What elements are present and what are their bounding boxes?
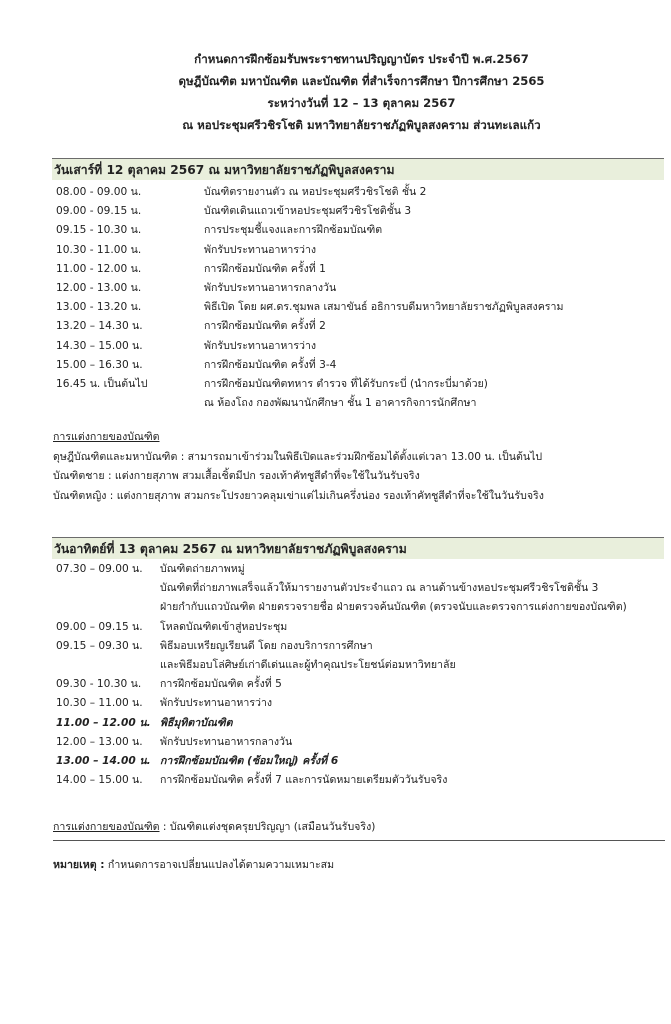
schedule-row [56,183,664,202]
row-time: 13.20 – 14.30 น. [56,320,143,333]
schedule-row-highlight [56,714,664,733]
row-activity: โหลดบัณฑิตเข้าสู่หอประชุม [160,620,288,633]
schedule-row [56,337,664,356]
row-activity: พักรับประทานอาหารว่าง [204,243,317,256]
row-activity: พิธีมอบเหรียญเรียนดี โดย กองบริการการศึกษา [160,639,373,652]
row-time: 13.00 - 13.20 น. [56,301,142,314]
schedule-row [56,618,664,637]
row-time: 16.45 น. เป็นต้นไป [56,377,148,390]
schedule-row [56,579,664,598]
schedule-row [56,241,664,260]
row-activity: การฝึกซ้อมบัณฑิต (ซ้อมใหญ่) ครั้งที่ 6 [160,754,339,767]
row-time: 09.00 - 09.15 น. [56,205,142,218]
row-activity: พักรับประทานอาหารว่าง [160,697,273,710]
row-activity: บัณฑิตเดินแถวเข้าหอประชุมศรีวชิรโชติชั้น 3 [204,205,412,218]
row-time: 09.15 - 10.30 น. [56,224,142,237]
row-time: 09.00 – 09.15 น. [56,620,143,633]
row-time: 08.00 - 09.00 น. [56,186,142,198]
row-activity: พิธีเปิด โดย ผศ.ดร.ชุมพล เสมาขันธ์ อธิการบดีมหาวิทยาลัยราชภัฏพิบูลสงคราม [204,301,564,314]
row-time: 09.15 – 09.30 น. [56,639,143,652]
schedule-row [56,279,664,298]
remark [53,856,334,873]
schedule-row [56,675,664,694]
schedule-row [56,375,664,394]
row-activity: บัณฑิตถ่ายภาพหมู่ [160,563,245,575]
schedule-row [56,317,664,336]
row-activity: ณ ห้องโถง กองพัฒนานักศึกษา ชั้น 1 อาคารกิจการนักศึกษา [204,397,477,410]
day1-dress-code [53,428,665,506]
document-header [0,48,671,136]
day2-heading: วันอาทิตย์ที่ 13 ตุลาคม 2567 ณ มหาวิทยาลัยราชภัฏพิบูลสงคราม [52,537,664,559]
row-time: 14.30 – 15.00 น. [56,339,143,352]
row-activity: การฝึกซ้อมบัณฑิต ครั้งที่ 1 [204,262,326,275]
row-activity: และพิธีมอบโล่ศิษย์เก่าดีเด่นและผู้ทำคุณประโยชน์ต่อมหาวิทยาลัย [160,658,456,671]
header-venue-line: ณ หอประชุมศรีวชิรโชติ มหาวิทยาลัยราชภัฏพิบูลสงคราม ส่วนทะเลแก้ว [182,118,541,132]
dress-code-heading: การแต่งกายของบัณฑิต [53,821,160,833]
row-activity: ฝ่ายกำกับแถวบัณฑิต ฝ่ายตรวจรายชื่อ ฝ่ายตรวจค้นบัณฑิต (ตรวจนับและตรวจการแต่งกายของบัณฑิต) [160,601,627,614]
row-time: 11.00 - 12.00 น. [56,262,142,275]
row-time: 10.30 - 11.00 น. [56,243,142,256]
row-activity: การฝึกซ้อมบัณฑิต ครั้งที่ 7 และการนัดหมายเตรียมตัววันรับจริง [160,774,448,787]
dress-code-text: : บัณฑิตแต่งชุดครุยปริญญา (เสมือนวันรับจริง) [159,821,376,833]
schedule-row [56,771,664,790]
schedule-row [56,560,664,579]
schedule-row [56,733,664,752]
schedule-row [56,637,664,656]
row-activity: บัณฑิตรายงานตัว ณ หอประชุมศรีวชิรโชติ ชั้น 2 [204,186,427,198]
day1-schedule [56,183,664,413]
schedule-row [56,298,664,317]
dress-code-heading: การแต่งกายของบัณฑิต [53,431,160,443]
row-time: 12.00 - 13.00 น. [56,281,142,294]
day2-schedule [56,560,664,790]
row-activity: พักรับประทานอาหารกลางวัน [160,735,293,748]
header-graduates-line: ดุษฎีบัณฑิต มหาบัณฑิต และบัณฑิต ที่สำเร็จการศึกษา ปีการศึกษา 2565 [178,74,545,88]
row-activity: การฝึกซ้อมบัณฑิตทหาร ตำรวจ ที่ได้รับกระบี่ (นำกระบี่มาด้วย) [204,377,488,390]
row-activity: การฝึกซ้อมบัณฑิต ครั้งที่ 5 [160,678,282,691]
remark-text: กำหนดการอาจเปลี่ยนแปลงได้ตามความเหมาะสม [104,859,335,871]
row-time: 07.30 – 09.00 น. [56,563,143,575]
row-time: 12.00 – 13.00 น. [56,735,143,748]
row-activity: พักรับประทานอาหารกลางวัน [204,281,337,294]
dress-code-line: บัณฑิตชาย : แต่งกายสุภาพ สวมเสื้อเชิ้ตมีปก รองเท้าคัทชูสีดำที่จะใช้ในวันรับจริง [53,470,420,483]
schedule-row [56,202,664,221]
day2-dress-code [53,818,665,838]
row-time: 10.30 – 11.00 น. [56,697,143,710]
schedule-row [56,598,664,617]
row-activity: พิธีมุทิตาบัณฑิต [160,716,233,729]
row-time: 14.00 – 15.00 น. [56,774,143,787]
schedule-row [56,694,664,713]
remark-label: หมายเหตุ : [53,859,105,871]
section-divider [53,840,665,841]
row-activity: การฝึกซ้อมบัณฑิต ครั้งที่ 3-4 [204,358,337,371]
row-activity: การประชุมชี้แจงและการฝึกซ้อมบัณฑิต [204,224,383,237]
row-activity: บัณฑิตที่ถ่ายภาพเสร็จแล้วให้มารายงานตัวประจำแถว ณ ลานด้านข้างหอประชุมศรีวชิรโชติชั้น 3 [160,582,599,595]
header-title-line: กำหนดการฝึกซ้อมรับพระราชทานปริญญาบัตร ประจำปี พ.ศ.2567 [194,52,529,66]
row-activity: การฝึกซ้อมบัณฑิต ครั้งที่ 2 [204,320,326,333]
row-time: 11.00 – 12.00 น. [56,716,151,729]
schedule-row [56,260,664,279]
row-time: 13.00 – 14.00 น. [56,754,151,767]
dress-code-line: บัณฑิตหญิง : แต่งกายสุภาพ สวมกระโปรงยาวคลุมเข่าแต่ไม่เกินครึ่งน่อง รองเท้าคัทชูสีดำที่จะใช้ในวันรับจริง [53,489,544,502]
row-time: 09.30 - 10.30 น. [56,678,142,691]
schedule-row [56,394,664,413]
dress-code-line: ดุษฎีบัณฑิตและมหาบัณฑิต : สามารถมาเข้าร่วมในพิธีเปิดและร่วมฝึกซ้อมได้ตั้งแต่เวลา 13.00 น. เป็นต้นไป [53,450,543,463]
day1-heading: วันเสาร์ที่ 12 ตุลาคม 2567 ณ มหาวิทยาลัยราชภัฏพิบูลสงคราม [52,158,664,180]
schedule-row [56,656,664,675]
schedule-row [56,356,664,375]
row-activity: พักรับประทานอาหารว่าง [204,339,317,352]
schedule-row [56,221,664,240]
row-time: 15.00 – 16.30 น. [56,358,143,371]
header-date-line: ระหว่างวันที่ 12 – 13 ตุลาคม 2567 [267,96,456,110]
schedule-row-highlight [56,752,664,771]
